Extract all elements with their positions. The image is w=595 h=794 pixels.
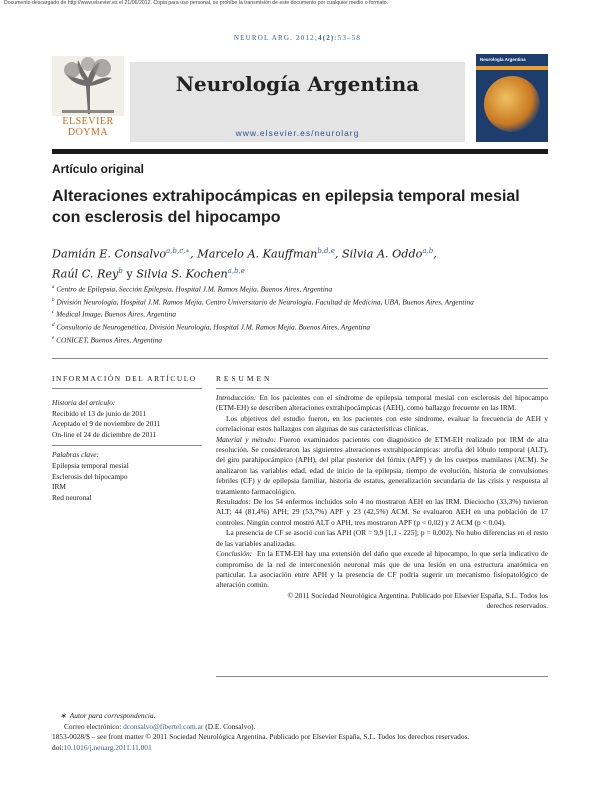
journal-ref-year: 2012; <box>296 34 318 42</box>
publisher-line1: ELSEVIER <box>62 116 114 127</box>
article-info-heading: INFORMACIÓN DEL ARTÍCULO <box>52 374 197 383</box>
author-name: Damián E. Consalvo <box>52 247 167 261</box>
journal-reference <box>0 34 595 42</box>
history-item: Aceptado el 9 de noviembre de 2011 <box>52 419 161 429</box>
history-item: On-line el 24 de diciembre de 2011 <box>52 429 157 439</box>
affiliation-list <box>52 282 548 345</box>
doi-link[interactable]: 10.1016/j.neuarg.2011.11.001 <box>63 742 152 752</box>
author-separator: , <box>433 247 437 261</box>
elsevier-logo <box>52 56 124 142</box>
keywords-label: Palabras clave: <box>52 450 99 460</box>
elsevier-tree-icon <box>52 56 124 116</box>
abstract-end-rule <box>216 676 548 677</box>
keyword-item: Epilepsia temporal mesial <box>52 460 129 470</box>
article-info-rule <box>52 388 202 389</box>
author-name: Silvia A. Oddo <box>342 247 423 261</box>
author-affil-sup[interactable]: a,b,c,∗ <box>166 247 191 255</box>
affiliation-key: b <box>52 297 55 303</box>
keywords-rule <box>52 445 202 446</box>
copyright-line1: © 2011 Sociedad Neurológica Argentina. Publicado por Elsevier España, S.L. Todos los <box>287 590 548 600</box>
author-separator: , <box>190 247 198 261</box>
publisher-name <box>52 116 124 138</box>
methods-text: Fueron examinados pacientes con diagnóstico de ETM-EH realizado por IRM de alta resolución. Se consideraron las siguientes alteraciones extrahipocámpicas: atrofia del lóbulo temporal (ALT), del giro parahipocámpico (APH), del pilar posterior del fórnix (APF) y de los cuerpos mamilares (ACM). Se analizaron las variables edad, edad de inicio de la epilepsia, tiempo de evolución, historia de convulsiones febriles (CF) y de epilepsia familiar, historia de estatus, generalización secundaria de las crisis y respuesta al tratamiento farmacológico. <box>216 434 549 496</box>
author-affil-sup[interactable]: b,d,e <box>317 247 335 255</box>
abstract-copyright <box>216 591 548 612</box>
publisher-line2: DOYMA <box>67 127 109 138</box>
issn-line: 1853-0028/$ – see front matter © 2011 Sociedad Neurológica Argentina. Publicado por Elsevier España, S.L. Todos los derechos reservados. <box>52 732 470 742</box>
results-label: Resultados: <box>216 497 251 507</box>
cover-band <box>476 66 548 70</box>
affiliation-item <box>52 295 548 308</box>
author-affil-sup[interactable]: a,b <box>422 247 434 255</box>
affiliation-text: Medical Image, Buenos Aires, Argentina <box>56 309 176 319</box>
intro-text: En los pacientes con el síndrome de epilepsia temporal mesial con esclerosis del hipocampo (ETM-EH) se describen alteraciones extrahipocámpicas (AEH), como hallazgo frecuente en las IRM. <box>216 393 548 413</box>
article-title: Alteraciones extrahipocámpicas en epilepsia temporal mesial con esclerosis del hipocampo <box>52 188 520 226</box>
affiliation-key: a <box>52 285 55 290</box>
history-label: Historia del artículo: <box>52 398 116 407</box>
journal-ref-prefix: NEUROL ARG. <box>233 34 297 42</box>
cover-art <box>484 76 540 132</box>
keyword-item: Esclerosis del hipocampo <box>52 471 128 481</box>
author-affil-sup[interactable]: b <box>118 266 123 275</box>
affiliation-key: c <box>52 310 55 316</box>
article-info <box>52 398 202 503</box>
abstract-methods <box>216 435 548 497</box>
conclusion-text: En la ETM-EH hay una extensión del daño que excede al hipocampo, lo que sería indicativo de compromiso de la red de interconexión neuronal más que de una lesión en una estructura anatómica en particular. La asociación entre APH y la presencia de CF podría sugerir un mecanismo fisiopatológico de alteración común. <box>216 549 550 590</box>
email-label: Correo electrónico: <box>64 721 124 731</box>
copyright-line2: derechos reservados. <box>486 601 548 611</box>
author-separator: y <box>122 267 137 281</box>
abstract-rule <box>216 388 548 389</box>
email-link[interactable]: dconsalvo@fibertel.com.ar <box>123 721 204 731</box>
author-affil-sup[interactable]: a,b,e <box>227 266 245 275</box>
header-rule <box>52 149 548 154</box>
download-notice: Documento descargado de http://www.elsevier.es el 21/06/2012. Copia para uso personal, se prohíbe la transmisión de este documento por cualquier medio o formato. <box>4 0 389 6</box>
correspondence-label: ∗ Autor para correspondencia. <box>60 711 156 720</box>
abstract-intro <box>216 393 548 414</box>
keyword-item: IRM <box>52 482 66 492</box>
author-name: Marcelo A. Kauffman <box>197 247 318 261</box>
intro-label: Introducción: <box>216 393 257 402</box>
journal-url-link[interactable]: www.elsevier.es/neurolarg <box>235 128 360 138</box>
doi-label: doi: <box>52 742 64 752</box>
affiliation-item <box>52 333 548 346</box>
conclusion-label: Conclusión: <box>216 549 253 559</box>
article-section: Artículo original <box>52 162 145 176</box>
keyword-item: Red neuronal <box>52 492 92 502</box>
affil-divider <box>52 358 548 359</box>
journal-ref-volume: 4(2) <box>318 34 335 42</box>
affiliation-item <box>52 320 548 333</box>
journal-title: Neurología Argentina <box>175 72 420 96</box>
author-separator: , <box>334 247 342 261</box>
email-suffix: (D.E. Consalvo). <box>203 721 256 731</box>
abstract-body <box>216 393 548 612</box>
abstract-objectives: Los objetivos del estudio fueron, en los pacientes con este síndrome, evaluar la frecuencia de AEH y correlacionar estos hallazgos con algunas de sus características clínicas. <box>216 413 548 434</box>
author-list <box>52 243 542 282</box>
affiliation-text: Consultorio de Neurogenética, División Neurología, Hospital J.M. Ramos Mejía. Buenos Aires, Argentina <box>56 322 371 332</box>
author-name: Silvia S. Kochen <box>136 267 228 281</box>
affiliation-item <box>52 307 548 320</box>
doi-line <box>52 743 548 754</box>
cover-title: Neurología Argentina <box>480 57 526 62</box>
abstract-results <box>216 497 548 528</box>
affiliation-text: CONICET, Buenos Aires, Argentina <box>56 335 163 345</box>
abstract-results2: La presencia de CF se asoció con las APH (OR = 9,9 [1,1 - 225]; p = 0,002). No hubo diferencias en el resto de las variables analizadas. <box>216 528 548 548</box>
journal-cover <box>476 54 548 142</box>
correspondence-email <box>52 722 548 733</box>
journal-ref-pages: :53–58 <box>334 34 362 42</box>
affiliation-key: d <box>52 323 55 329</box>
affiliation-item <box>52 282 548 295</box>
affiliation-text: Centro de Epilepsia, Sección Epilepsia, Hospital J.M. Ramos Mejía, Buenos Aires, Argentina <box>56 284 333 294</box>
history-item: Recibido el 13 de junio de 2011 <box>52 408 147 418</box>
methods-label: Material y método: <box>216 434 277 444</box>
results-text: De los 54 enfermos incluidos solo 4 no mostraron AEH en las IRM. Dieciocho (33,3%) tuvieron ALT; 44 (81,4%) APH; 29 (53,7%) APF y 23 (42,5%) ACM. Se evaluaron AEH en una población de 17 controles. Ningún control mostró ALT o APH, tres mostraron APF (p < 0,02) y 2 ACM (p < 0,04). <box>216 497 548 527</box>
author-name: Raúl C. Rey <box>52 267 119 281</box>
affiliation-text: División Neurología, Hospital J.M. Ramos Mejía, Centro Universitario de Neurología, Facultad de Medicina, UBA, Buenos Aires, Argentina <box>56 297 474 307</box>
abstract-heading: RESUMEN <box>216 374 273 383</box>
footer <box>52 711 548 753</box>
abstract-conclusion <box>216 549 548 591</box>
affiliation-key: e <box>52 335 55 341</box>
